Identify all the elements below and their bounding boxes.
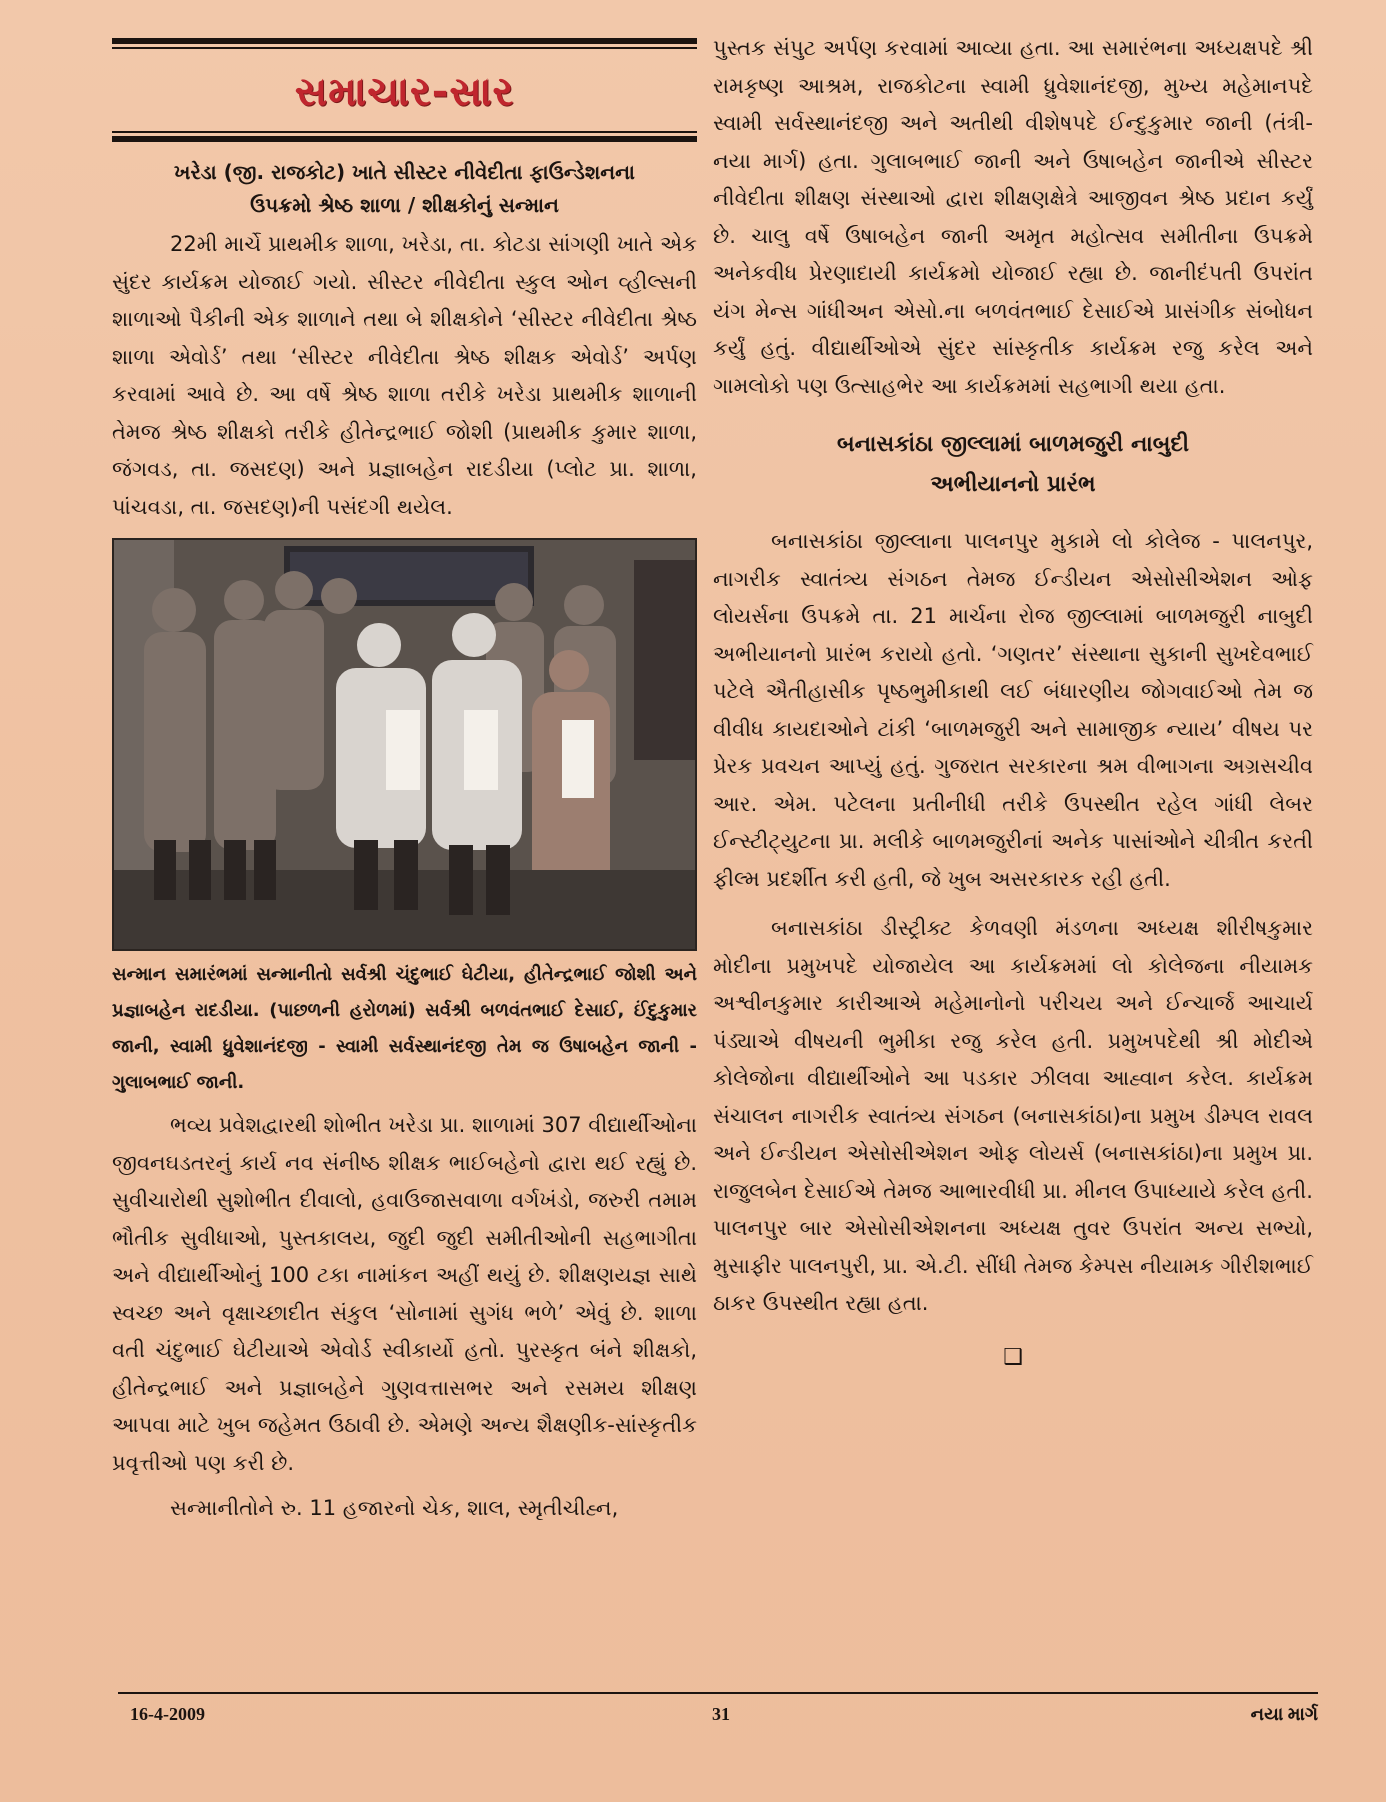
article2-headline [713,425,1313,505]
article1-paragraph-2: ભવ્ય પ્રવેશદ્વારથી શોભીત ખરેડા પ્રા. શાળામાં 307 વીદ્યાર્થીઓના જીવનઘડતરનું કાર્ય નવ સંનીષ્ઠ શીક્ષક ભાઈબહેનો દ્વારા થઈ રહ્યું છે. સુવીચારોથી સુશોભીત દીવાલો, હવાઉજાસવાળા વર્ગખંડો, જરુરી તમામ ભૌતીક સુવીધાઓ, પુસ્તકાલય, જુદી જુદી સમીતીઓની સહભાગીતા અને વીદ્યાર્થીઓનું 100 ટકા નામાંકન અહીં થયું છે. શીક્ષણયજ્ઞ સાથે સ્વચ્છ અને વૃક્ષાચ્છાદીત સંકુલ ‘સોનામાં સુગંધ ભળે’ એવું છે. શાળા વતી ચંદુભાઈ ઘેટીયાએ એવોર્ડ સ્વીકાર્યો હતો. પુરસ્કૃત બંને શીક્ષકો, હીતેન્દ્રભાઈ અને પ્રજ્ઞાબહેને ગુણવત્તાસભર અને રસમય શીક્ષણ આપવા માટે ખુબ જહેમત ઉઠાવી છે. એમણે અન્ય શૈક્ષણીક-સાંસ્કૃતીક પ્રવૃત્તીઓ પણ કરી છે. [112,1113,697,1475]
photo-illustration [114,540,695,949]
article2-headline-line1: બનાસકાંઠા જીલ્લામાં બાળમજુરી નાબુદી [836,432,1190,457]
article1-paragraph-4: પુસ્તક સંપુટ અર્પણ કરવામાં આવ્યા હતા. આ સમારંભના અધ્યક્ષપદે શ્રી રામકૃષ્ણ આશ્રમ, રાજકોટના સ્વામી ધ્રુવેશાનંદજી, મુખ્ય મહેમાનપદે સ્વામી સર્વસ્થાનંદજી અને અતીથી વીશેષપદે ઈન્દુકુમાર જાની (તંત્રી-નયા માર્ગ) હતા. ગુલાબભાઈ જાની અને ઉષાબહેન જાનીએ સીસ્ટર નીવેદીતા શીક્ષણ સંસ્થાઓ દ્વારા શીક્ષણક્ષેત્રે આજીવન શ્રેષ્ઠ પ્રદાન કર્યું છે. ચાલુ વર્ષે ઉષાબહેન જાની અમૃત મહોત્સવ સમીતીના ઉપક્રમે અનેકવીધ પ્રેરણાદાયી કાર્યક્રમો યોજાઈ રહ્યા છે. જાનીદંપતી ઉપરાંત યંગ મેન્સ ગાંધીઅન એસો.ના બળવંતભાઈ દેસાઈએ પ્રાસંગીક સંબોધન કર્યું હતું. વીદ્યાર્થીઓએ સુંદર સાંસ્કૃતીક કાર્યક્રમ રજુ કરેલ અને ગામલોકો પણ ઉત્સાહભેર આ કાર્યક્રમમાં સહભાગી થયા હતા. [713,36,1313,398]
title-rule-thick [112,136,697,142]
article1-headline-line1: ખરેડા (જી. રાજકોટ) ખાતે સીસ્ટર નીવેદીતા ફાઉન્ડેશનના [174,160,635,184]
end-mark: ❑ [1003,1344,1023,1370]
top-rule-thick [112,38,697,44]
article1-headline [112,156,697,222]
article2-paragraph-1: બનાસકાંઠા જીલ્લાના પાલનપુર મુકામે લો કોલેજ - પાલનપુર, નાગરીક સ્વાતંત્ર્ય સંગઠન તેમજ ઈન્ડીયન એસોસીએશન ઓફ લોયર્સના ઉપક્રમે તા. 21 માર્ચના રોજ જીલ્લામાં બાળમજુરી નાબુદી અભીયાનનો પ્રારંભ કરાયો હતો. ‘ગણતર’ સંસ્થાના સુકાની સુખદેવભાઈ પટેલે ઐતીહાસીક પૃષ્ઠભુમીકાથી લઈ બંધારણીય જોગવાઈઓ તેમ જ વીવીધ કાયદાઓને ટાંકી ‘બાળમજુરી અને સામાજીક ન્યાય’ વીષય પર પ્રેરક પ્રવચન આપ્યું હતું. ગુજરાત સરકારના શ્રમ વીભાગના અગ્રસચીવ આર. એમ. પટેલના પ્રતીનીધી તરીકે ઉપસ્થીત રહેલ ગાંધી લેબર ઈન્સ્ટીટ્યુટના પ્રા. મલીકે બાળમજુરીનાં અનેક પાસાંઓને ચીત્રીત કરતી ફીલ્મ પ્રદર્શીત કરી હતી, જે ખુબ અસરકારક રહી હતી. [713,529,1313,891]
right-column [713,30,1313,1370]
award-ceremony-photo [112,538,697,951]
article1-headline-line2: ઉપક્રમો શ્રેષ્ઠ શાળા / શીક્ષકોનું સન્માન [250,193,559,217]
article1-paragraph-3: સન્માનીતોને રુ. 11 હજારનો ચેક, શાલ, સ્મૃતીચીહ્ન, [170,1496,619,1520]
article2-paragraph-2: બનાસકાંઠા ડીસ્ટ્રીક્ટ કેળવણી મંડળના અધ્યક્ષ શીરીષકુમાર મોદીના પ્રમુખપદે યોજાયેલ આ કાર્યક્રમમાં લો કોલેજના નીયામક અશ્વીનકુમાર કારીઆએ મહેમાનોનો પરીચય અને ઈન્ચાર્જ આચાર્ય પંડ્યાએ વીષયની ભુમીકા રજુ કરેલ હતી. પ્રમુખપદેથી શ્રી મોદીએ કોલેજોના વીદ્યાર્થીઓને આ પડકાર ઝીલવા આહ્વાન કરેલ. કાર્યક્રમ સંચાલન નાગરીક સ્વાતંત્ર્ય સંગઠન (બનાસકાંઠા)ના પ્રમુખ ડીમ્પલ રાવલ અને ઈન્ડીયન એસોસીએશન ઓફ લોયર્સ (બનાસકાંઠા)ના પ્રમુખ પ્રા. રાજુલબેન દેસાઈએ તેમજ આભારવીધી પ્રા. મીનલ ઉપાધ્યાયે કરેલ હતી. પાલનપુર બાર એસોસીએશનના અધ્યક્ષ તુવર ઉપરાંત અન્ય સભ્યો, મુસાફીર પાલનપુરી, પ્રા. એ.ટી. સીંધી તેમજ કેમ્પસ નીયામક ગીરીશભાઈ ઠાકર ઉપસ્થીત રહ્યા હતા. [713,916,1313,1315]
top-rule-thin [112,47,697,49]
article2-headline-line2: અભીયાનનો પ્રારંભ [930,472,1096,497]
section-title: સમાચાર-સાર [294,69,515,115]
page-footer [118,1692,1318,1724]
footer-magazine-name: નયા માર્ગ [1250,1704,1318,1724]
photo-caption: સન્માન સમારંભમાં સન્માનીતો સર્વશ્રી ચંદુભાઈ ઘેટીયા, હીતેન્દ્રભાઈ જોશી અને પ્રજ્ઞાબહેન રાદડીયા. (પાછળની હરોળમાં) સર્વશ્રી બળવંતભાઈ દેસાઈ, ઈંદુકુમાર જાની, સ્વામી ધ્રુવેશાનંદજી - સ્વામી સર્વસ્થાનંદજી તેમ જ ઉષાબહેન જાની - ગુલાબભાઈ જાની. [112,964,697,1093]
left-column [112,30,697,1528]
article1-paragraph-1: 22મી માર્ચે પ્રાથમીક શાળા, ખરેડા, તા. કોટડા સાંગણી ખાતે એક સુંદર કાર્યક્રમ યોજાઈ ગયો. સીસ્ટર નીવેદીતા સ્કુલ ઓન વ્હીલ્સની શાળાઓ પૈકીની એક શાળાને તથા બે શીક્ષકોને ‘સીસ્ટર નીવેદીતા શ્રેષ્ઠ શાળા એવોર્ડ’ તથા ‘સીસ્ટર નીવેદીતા શ્રેષ્ઠ શીક્ષક એવોર્ડ’ અર્પણ કરવામાં આવે છે. આ વર્ષે શ્રેષ્ઠ શાળા તરીકે ખરેડા પ્રાથમીક શાળાની તેમજ શ્રેષ્ઠ શીક્ષકો તરીકે હીતેન્દ્રભાઈ જોશી (પ્રાથમીક કુમાર શાળા, જંગવડ, તા. જસદણ) અને પ્રજ્ઞાબહેન રાદડીયા (પ્લોટ પ્રા. શાળા, પાંચવડા, તા. જસદણ)ની પસંદગી થયેલ. [112,232,697,519]
footer-page-number: 31 [712,1704,730,1724]
title-rule-thin [112,131,697,133]
footer-date: 16-4-2009 [130,1704,205,1724]
